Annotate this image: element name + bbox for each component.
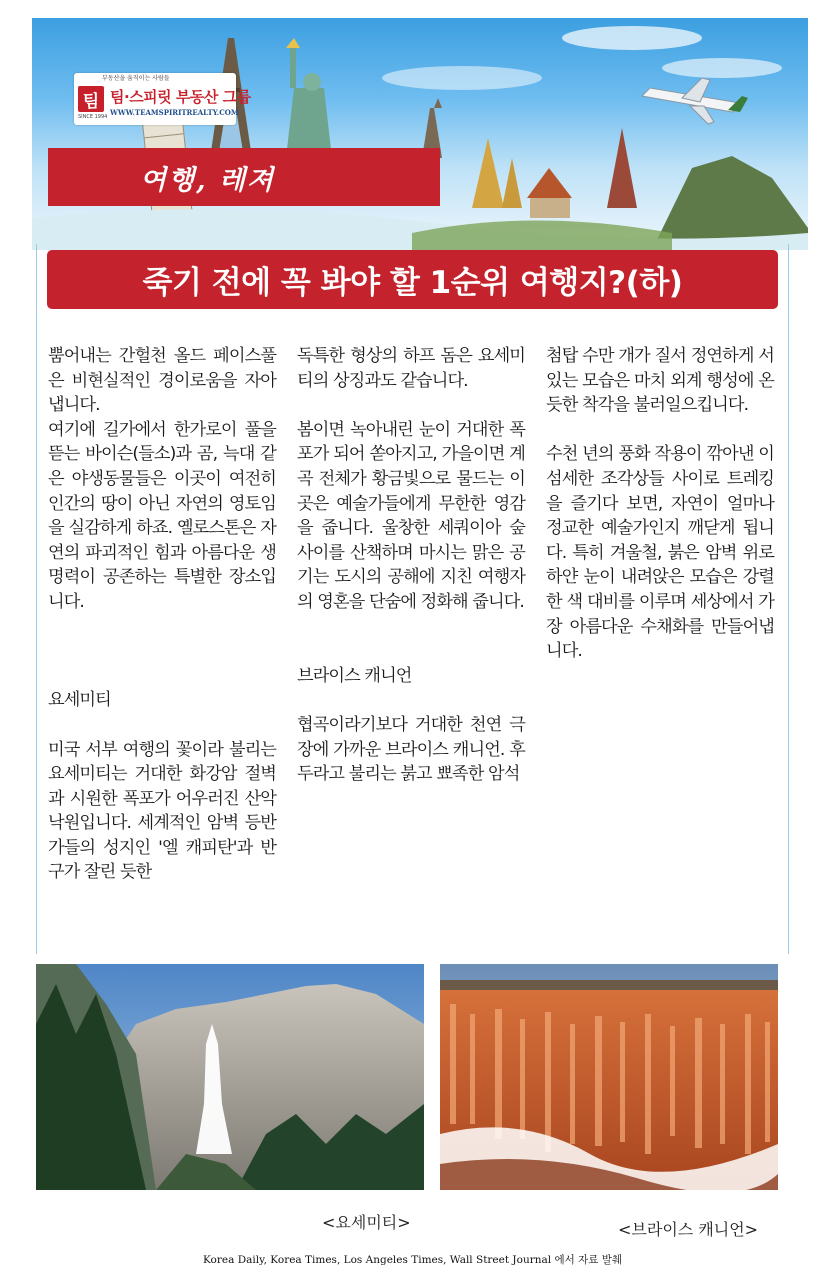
article-column-3 <box>546 344 774 664</box>
statue-of-liberty-icon <box>280 38 340 162</box>
frame-divider-right <box>788 244 789 954</box>
logo-company-name: 팀·스피릿 부동산 그룹 <box>110 88 251 106</box>
article-column-1 <box>48 344 276 885</box>
logo-tagline: 부동산을 움직이는 사람들 <box>102 75 170 82</box>
paragraph: 첨탑 수만 개가 질서 정연하게 서 있는 모습은 마치 외계 행성에 온 듯한 착각을 불러일으킵니다. <box>546 346 774 416</box>
subheading-bryce-canyon: 브라이스 캐니언 <box>297 665 412 686</box>
asian-temples-icon <box>422 98 637 218</box>
photo-caption-bryce-canyon: <브라이스 캐니언> <box>618 1220 759 1239</box>
header-banner <box>32 18 808 250</box>
paragraph: 여기에 길가에서 한가로이 풀을 뜯는 바이슨(들소)과 곰, 늑대 같은 야생동물들은 이곳이 여전히 인간의 땅이 아닌 자연의 영토임을 실감하게 하죠. 옐로스톤은 자연의 파괴적인 힘과 아름다운 생명력이 공존하는 특별한 장소입니다. <box>48 419 276 612</box>
yosemite-photo <box>36 964 424 1190</box>
logo-website-url: WWW.TEAMSPIRITREALTY.COM <box>110 108 239 117</box>
article-column-2 <box>297 344 525 787</box>
photo-caption-yosemite: <요세미티> <box>322 1213 411 1232</box>
paragraph: 봄이면 녹아내린 눈이 거대한 폭포가 되어 쏟아지고, 가을이면 계곡 전체가 황금빛으로 물드는 이곳은 예술가들에게 무한한 영감을 줍니다. 울창한 세쿼이아 숲 사이를 산책하며 마시는 맑은 공기는 도시의 공해에 지친 여행자의 영혼을 단숨에 정화해 줍니다. <box>297 419 525 612</box>
paragraph: 수천 년의 풍화 작용이 깎아낸 이 섬세한 조각상들 사이로 트레킹을 즐기다 보면, 자연이 얼마나 정교한 예술가인지 깨닫게 됩니다. 특히 겨울철, 붉은 암벽 위로 하얀 눈이 내려앉은 모습은 강렬한 색 대비를 이루며 세상에서 가장 아름다운 수채화를 만들어냅니다. <box>546 444 774 662</box>
source-credit: Korea Daily, Korea Times, Los Angeles Times, Wall Street Journal 에서 자료 발췌 <box>202 1254 622 1266</box>
logo-mark-icon: 팀 <box>78 86 104 112</box>
landmarks-illustration <box>32 18 808 250</box>
article-headline: 죽기 전에 꼭 봐야 할 1순위 여행지?(하) <box>47 250 778 309</box>
paragraph: 독특한 형상의 하프 돔은 요세미티의 상징과도 같습니다. <box>297 346 525 391</box>
logo-since: SINCE 1994 <box>78 114 108 120</box>
paragraph: 협곡이라기보다 거대한 천연 극장에 가까운 브라이스 캐니언. 후두라고 불리는 붉고 뾰족한 암석 <box>297 714 525 785</box>
frame-divider-left <box>36 244 37 954</box>
paragraph: 미국 서부 여행의 꽃이라 불리는 요세미티는 거대한 화강암 절벽과 시원한 폭포가 어우러진 산악 낙원입니다. 세계적인 암벽 등반가들의 성지인 '엘 캐피탄'과 반구가 잘린 듯한 <box>48 739 276 883</box>
subheading-yosemite: 요세미티 <box>48 690 111 711</box>
paragraph: 뿜어내는 간헐천 올드 페이스풀은 비현실적인 경이로움을 자아냅니다. <box>48 346 276 416</box>
section-tag: 여행, 레져 <box>48 148 440 206</box>
bryce-canyon-photo <box>440 964 778 1190</box>
airplane-icon <box>642 78 748 124</box>
